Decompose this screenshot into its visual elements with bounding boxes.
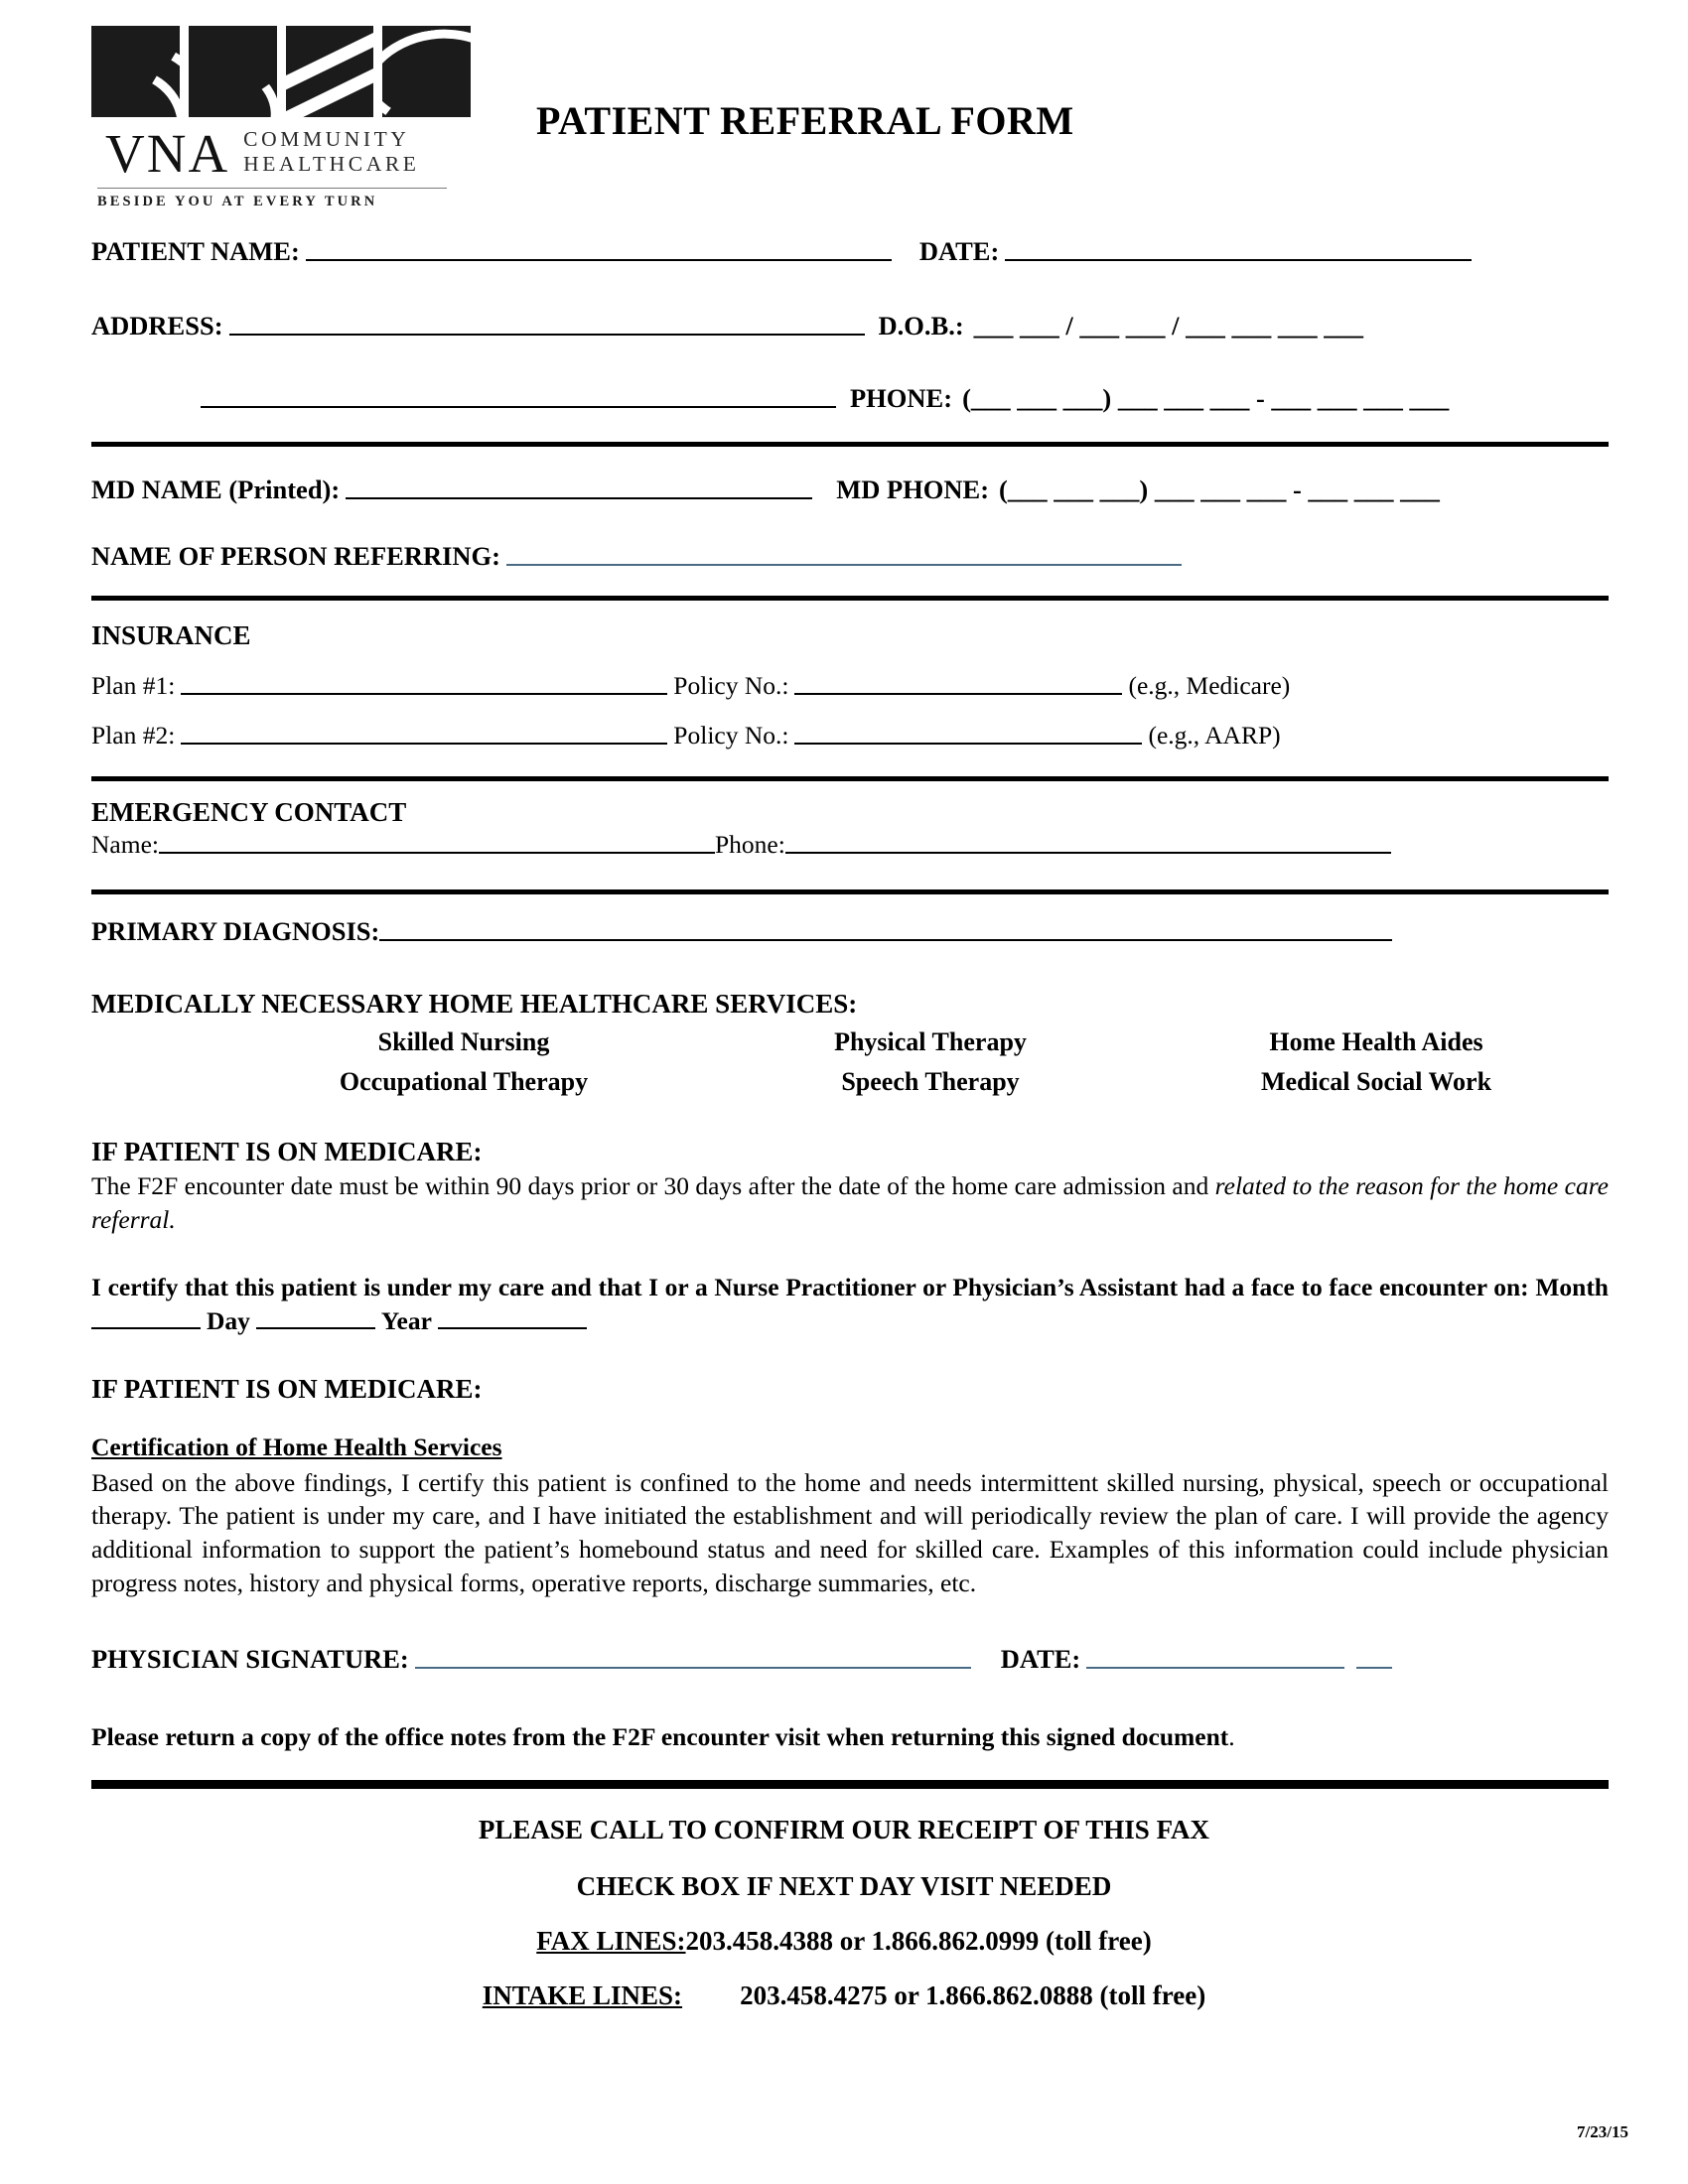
physician-signature-row bbox=[91, 1644, 1609, 1675]
referring-person-input[interactable] bbox=[506, 563, 1182, 566]
medicare-cert-heading: IF PATIENT IS ON MEDICARE: bbox=[91, 1373, 483, 1404]
form-body bbox=[0, 236, 1688, 1754]
md-name-row bbox=[91, 475, 1609, 505]
logo-mark-4-icon bbox=[382, 26, 471, 117]
patient-name-input[interactable] bbox=[306, 258, 892, 261]
services-heading: MEDICALLY NECESSARY HOME HEALTHCARE SERVICES: bbox=[91, 989, 858, 1019]
insurance-plan-2-row bbox=[91, 721, 1609, 751]
f2f-day-label: Day bbox=[207, 1305, 250, 1335]
plan2-policy-label: Policy No.: bbox=[673, 721, 789, 750]
address-dob-row bbox=[91, 311, 1609, 341]
logo-mark-1-icon bbox=[91, 26, 180, 117]
plan2-label: Plan #2: bbox=[91, 721, 176, 750]
referring-person-label: NAME OF PERSON REFERRING: bbox=[91, 541, 500, 571]
patient-name-row bbox=[91, 236, 1609, 267]
plan1-label: Plan #1: bbox=[91, 671, 176, 700]
form-footer bbox=[0, 1815, 1688, 2011]
plan1-policy-label: Policy No.: bbox=[673, 671, 789, 700]
form-header bbox=[0, 0, 1688, 228]
logo-tagline: BESIDE YOU AT EVERY TURN bbox=[97, 193, 378, 209]
fax-lines-label: FAX LINES: bbox=[536, 1926, 686, 1957]
date-input[interactable] bbox=[1005, 258, 1472, 261]
intake-lines-row bbox=[0, 1980, 1688, 2011]
page-title: PATIENT REFERRAL FORM bbox=[536, 98, 1074, 143]
signature-date-label: DATE: bbox=[1000, 1644, 1081, 1675]
logo-mark-3-icon bbox=[286, 26, 374, 117]
service-item-skilled-nursing[interactable]: Skilled Nursing bbox=[377, 1027, 550, 1056]
f2f-month-input[interactable] bbox=[91, 1326, 201, 1329]
footer-checkbox-line: CHECK BOX IF NEXT DAY VISIT NEEDED bbox=[576, 1871, 1112, 1902]
emergency-contact-row bbox=[91, 830, 1609, 860]
service-item-speech-therapy[interactable]: Speech Therapy bbox=[841, 1067, 1020, 1096]
signature-date-extra[interactable] bbox=[1356, 1666, 1392, 1669]
md-phone-label: MD PHONE: bbox=[836, 475, 990, 504]
footer-divider bbox=[91, 1780, 1609, 1789]
logo-subbrand-line2: HEALTHCARE bbox=[243, 151, 420, 176]
emergency-name-input[interactable] bbox=[159, 851, 715, 854]
logo-mark-2-icon bbox=[189, 26, 277, 117]
medicare-f2f-text-plain: The F2F encounter date must be within 90 days prior or 30 days after the date of the home care admission and bbox=[91, 1171, 1215, 1200]
f2f-year-label: Year bbox=[380, 1305, 432, 1335]
fax-lines-numbers: 203.458.4388 or 1.866.862.0999 (toll free) bbox=[685, 1926, 1152, 1957]
plan2-input[interactable] bbox=[181, 742, 667, 745]
logo-subbrand bbox=[243, 127, 419, 180]
md-name-input[interactable] bbox=[346, 496, 812, 499]
vna-logo bbox=[91, 26, 479, 210]
tagline-divider bbox=[97, 188, 447, 189]
intake-lines-label: INTAKE LINES: bbox=[482, 1980, 683, 2011]
plan2-policy-input[interactable] bbox=[794, 742, 1142, 745]
insurance-plan-1-row bbox=[91, 671, 1609, 701]
intake-lines-numbers: 203.458.4275 or 1.866.862.0888 (toll free) bbox=[740, 1980, 1206, 2011]
plan1-policy-input[interactable] bbox=[794, 692, 1122, 695]
plan1-input[interactable] bbox=[181, 692, 667, 695]
section-divider-3 bbox=[91, 776, 1609, 781]
emergency-contact-heading: EMERGENCY CONTACT bbox=[91, 797, 407, 827]
address-input-line2[interactable] bbox=[201, 405, 836, 408]
referring-person-row bbox=[91, 541, 1609, 572]
section-divider-2 bbox=[91, 596, 1609, 601]
logo-wordmark bbox=[91, 122, 479, 184]
f2f-year-input[interactable] bbox=[438, 1326, 587, 1329]
plan1-example: (e.g., Medicare) bbox=[1128, 671, 1291, 700]
logo-tagline-wrap bbox=[91, 188, 447, 210]
address2-phone-row bbox=[91, 383, 1609, 414]
dob-label: D.O.B.: bbox=[878, 311, 964, 341]
primary-diagnosis-label: PRIMARY DIAGNOSIS: bbox=[91, 916, 380, 946]
service-item-occupational-therapy[interactable]: Occupational Therapy bbox=[339, 1067, 589, 1096]
f2f-day-input[interactable] bbox=[256, 1326, 375, 1329]
patient-name-label: PATIENT NAME: bbox=[91, 236, 300, 266]
emergency-phone-label: Phone: bbox=[714, 830, 785, 859]
return-note bbox=[91, 1720, 1609, 1754]
services-grid bbox=[91, 1027, 1609, 1097]
f2f-certify-statement bbox=[91, 1271, 1609, 1338]
patient-phone-input[interactable]: (___ ___ ___) ___ ___ ___ - ___ ___ ___ ___ bbox=[962, 383, 1450, 413]
patient-phone-label: PHONE: bbox=[850, 383, 953, 413]
primary-diagnosis-input[interactable] bbox=[379, 938, 1392, 941]
address-input-line1[interactable] bbox=[229, 333, 865, 336]
medicare-f2f-text-italic: related to the reason for the home care referral. bbox=[91, 1171, 1609, 1234]
revision-date-stamp: 7/23/15 bbox=[1577, 2122, 1628, 2141]
certification-subheading: Certification of Home Health Services bbox=[91, 1432, 502, 1461]
dob-input[interactable]: ___ ___ / ___ ___ / ___ ___ ___ ___ bbox=[973, 311, 1364, 341]
section-divider-4 bbox=[91, 889, 1609, 894]
service-item-home-health-aides[interactable]: Home Health Aides bbox=[1269, 1027, 1483, 1056]
return-note-bold: Please return a copy of the office notes from the F2F encounter visit when returning this signed document bbox=[91, 1722, 1229, 1752]
section-divider-1 bbox=[91, 442, 1609, 447]
f2f-certify-text: I certify that this patient is under my care and that I or a Nurse Practitioner or Physician’s Assistant had a face to face encounter on: Month bbox=[91, 1272, 1609, 1301]
insurance-heading: INSURANCE bbox=[91, 620, 251, 650]
certification-body: Based on the above findings, I certify this patient is confined to the home and needs intermittent skilled nursing, physical, speech or occupational therapy. The patient is under my care, and I have initiated the establishment and will periodically review the plan of care. I will provide the agency additional information to support the patient’s homebound status and need for skilled care. Examples of this information could include physician progress notes, history and physical forms, operative reports, discharge summaries, etc. bbox=[91, 1467, 1609, 1598]
logo-subbrand-line1: COMMUNITY bbox=[243, 127, 410, 151]
plan2-example: (e.g., AARP) bbox=[1148, 721, 1281, 750]
footer-confirm-line: PLEASE CALL TO CONFIRM OUR RECEIPT OF THIS FAX bbox=[478, 1815, 1210, 1845]
emergency-name-label: Name: bbox=[91, 830, 159, 859]
fax-lines-row bbox=[0, 1926, 1688, 1957]
emergency-phone-input[interactable] bbox=[785, 851, 1391, 854]
md-phone-input[interactable]: (___ ___ ___) ___ ___ ___ - ___ ___ ___ bbox=[999, 475, 1440, 504]
medicare-f2f-heading: IF PATIENT IS ON MEDICARE: bbox=[91, 1137, 483, 1166]
service-item-physical-therapy[interactable]: Physical Therapy bbox=[834, 1027, 1027, 1056]
service-item-medical-social-work[interactable]: Medical Social Work bbox=[1260, 1067, 1492, 1096]
primary-diagnosis-row bbox=[91, 916, 1609, 947]
md-name-label: MD NAME (Printed): bbox=[91, 475, 341, 504]
physician-signature-input[interactable] bbox=[415, 1666, 971, 1669]
return-note-tail: . bbox=[1228, 1722, 1235, 1752]
logo-brand-text: VNA bbox=[105, 122, 230, 184]
medicare-f2f-text bbox=[91, 1169, 1609, 1237]
logo-marks-graphic bbox=[91, 26, 471, 117]
address-label: ADDRESS: bbox=[91, 311, 223, 341]
physician-signature-label: PHYSICIAN SIGNATURE: bbox=[91, 1644, 409, 1675]
signature-date-input[interactable] bbox=[1086, 1666, 1344, 1669]
date-label: DATE: bbox=[918, 236, 1000, 266]
